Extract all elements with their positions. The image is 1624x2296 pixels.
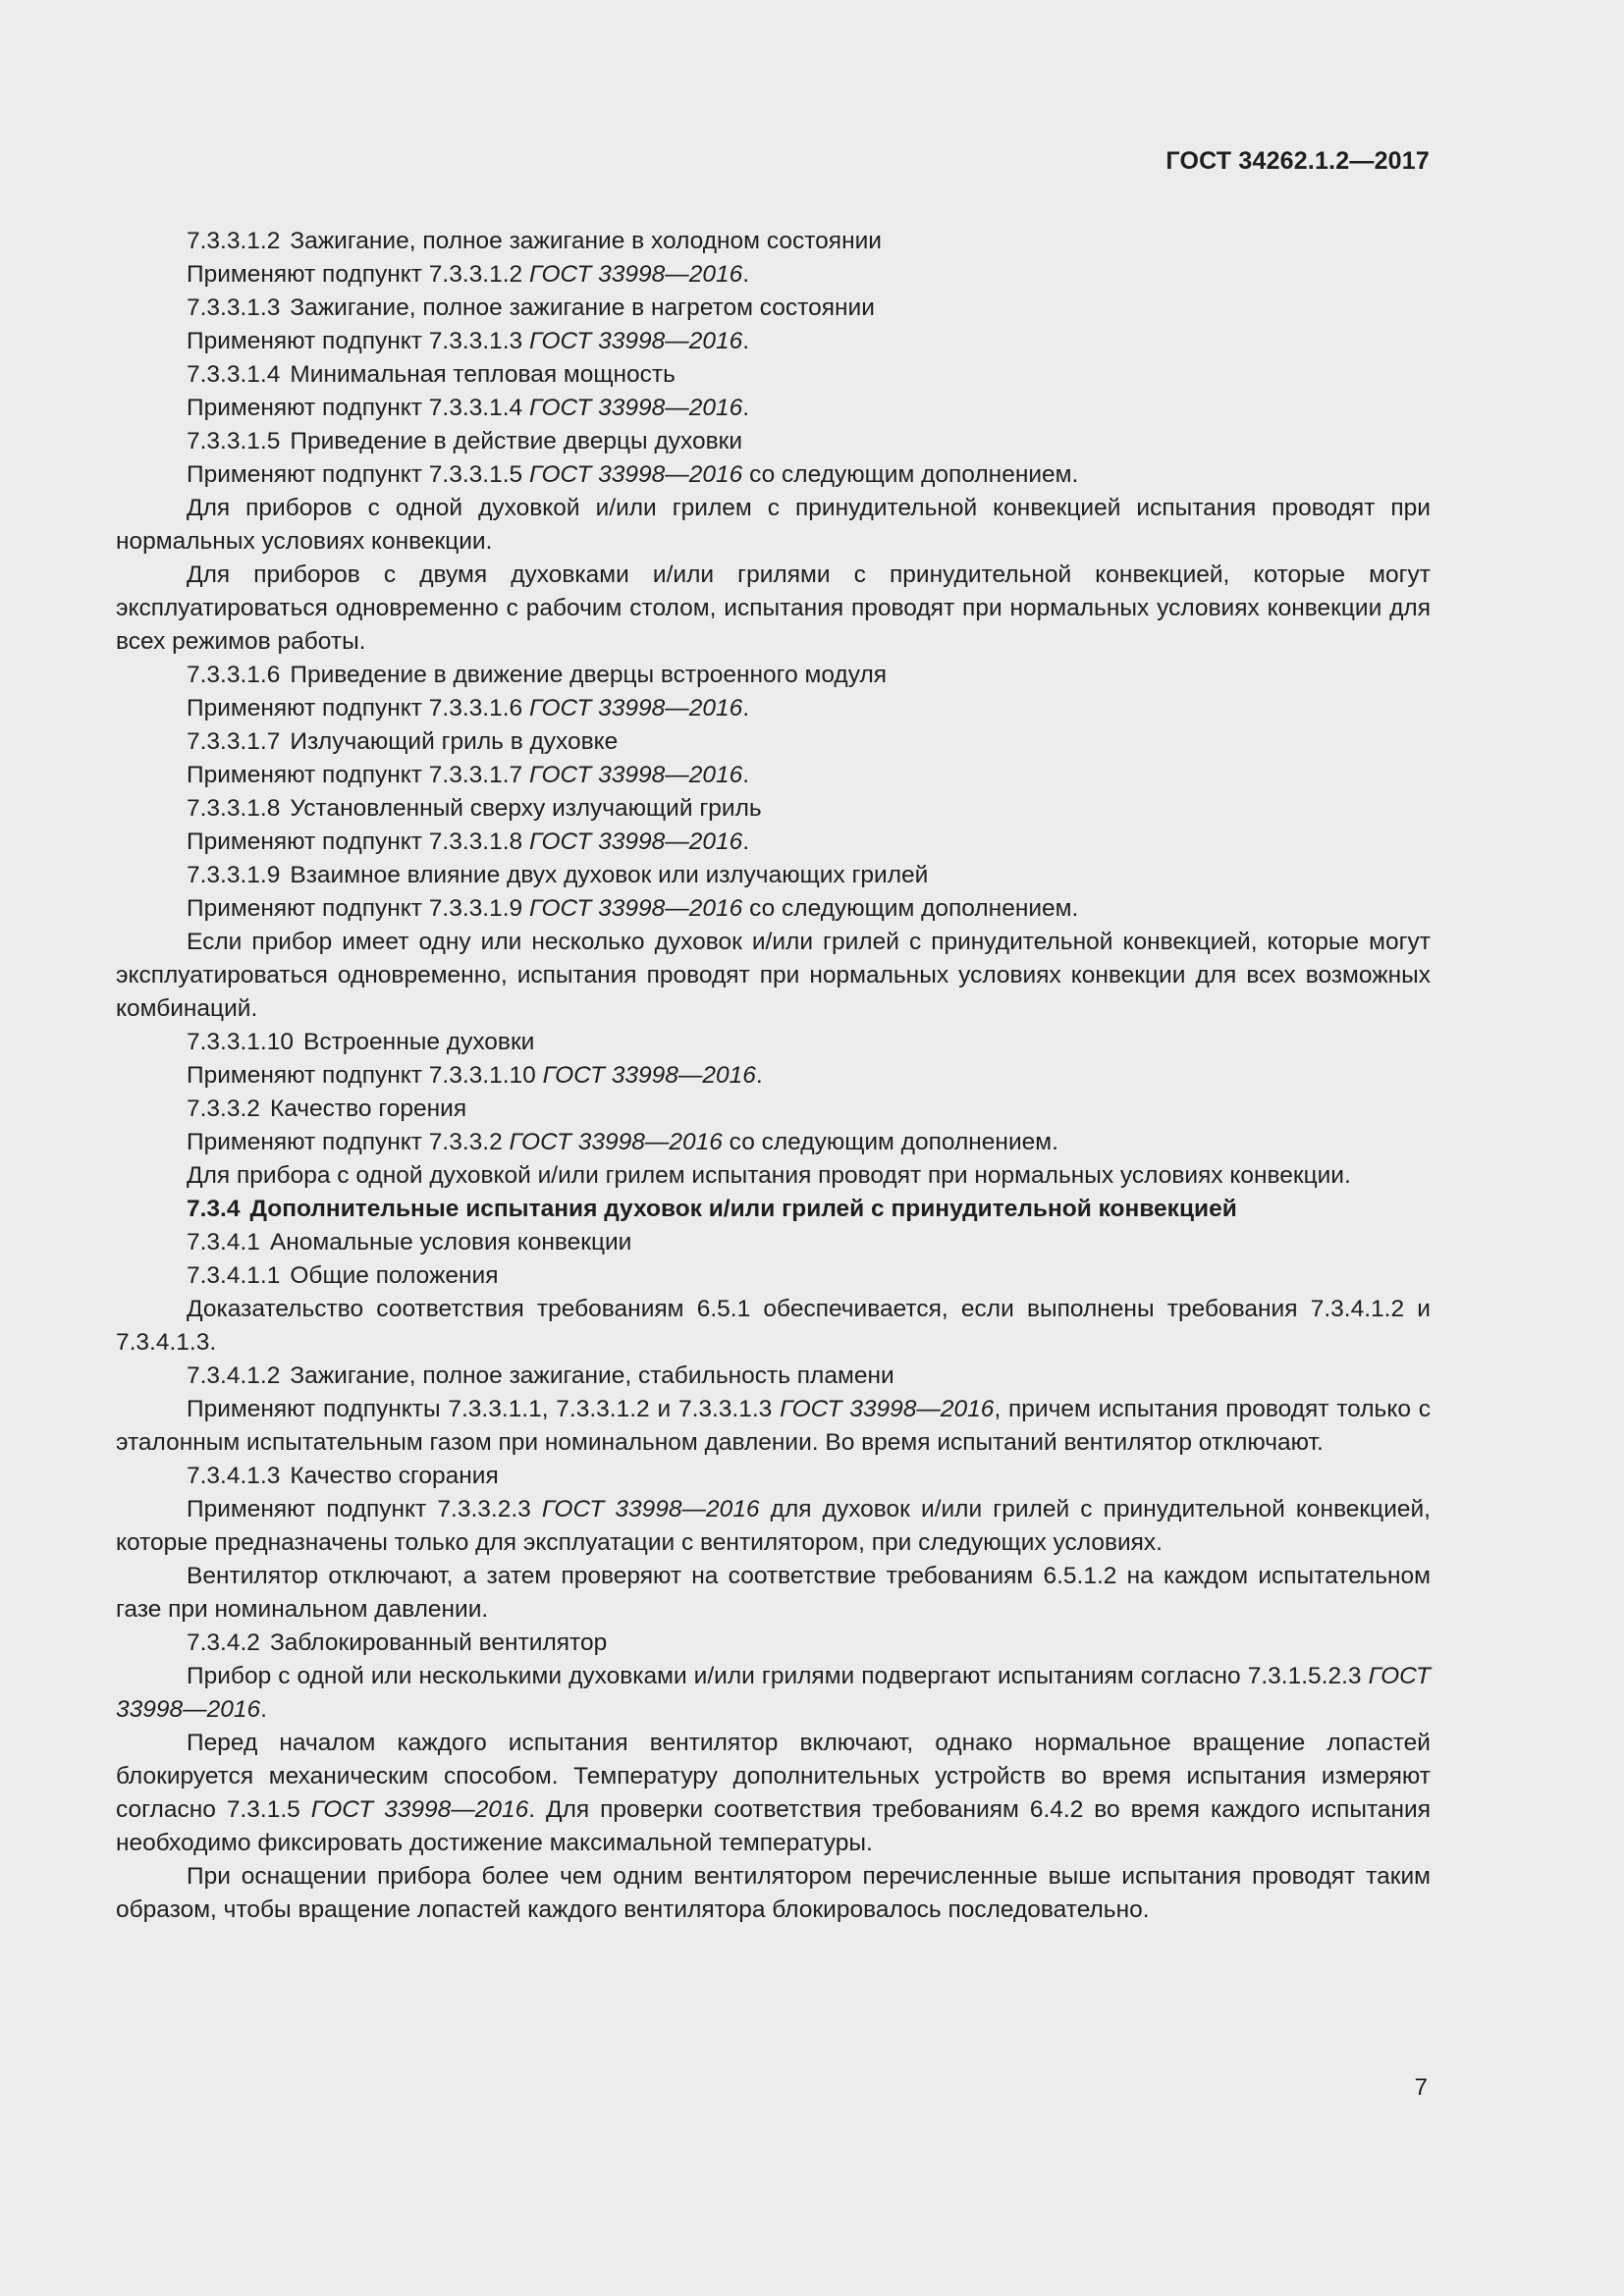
paragraph-text: , причем испытания проводят только с эталонным испытательным газом при номинальном давлении. Во время испытаний вентилятор отключают. bbox=[116, 1396, 1431, 1456]
section-number: 7.3.4.1 bbox=[187, 1229, 260, 1255]
subsection-heading bbox=[116, 725, 1431, 759]
paragraph-text: . bbox=[742, 261, 750, 288]
section-title: Зажигание, полное зажигание, стабильность пламени bbox=[290, 1362, 894, 1389]
section-title: Зажигание, полное зажигание в холодном состоянии bbox=[290, 228, 882, 254]
section-title: Излучающий гриль в духовке bbox=[290, 728, 619, 755]
paragraph-text: Применяют подпункт 7.3.3.1.10 bbox=[187, 1062, 543, 1089]
page-number: 7 bbox=[1414, 2074, 1428, 2101]
standard-reference: ГОСТ 33998—2016 bbox=[528, 895, 743, 922]
section-number: 7.3.3.2 bbox=[187, 1095, 260, 1122]
paragraph-text: Применяют подпункт 7.3.3.1.7 bbox=[187, 762, 529, 788]
section-title: Приведение в действие дверцы духовки bbox=[290, 428, 743, 454]
paragraph bbox=[116, 458, 1431, 492]
subsection-heading bbox=[116, 1226, 1431, 1259]
paragraph-text: Применяют подпункт 7.3.3.1.3 bbox=[187, 328, 529, 354]
standard-reference: ГОСТ 33998—2016 bbox=[509, 1129, 723, 1155]
section-title: Встроенные духовки bbox=[302, 1029, 535, 1055]
paragraph: Если прибор имеет одну или несколько духовок и/или грилей с принудительной конвекцией, которые могут эксплуатироваться одновременно, испытания проводят при нормальных условиях конвекции для всех возможных комбинаций. bbox=[116, 929, 1431, 1022]
paragraph-text: со следующим дополнением. bbox=[722, 1129, 1058, 1155]
standard-reference: ГОСТ 33998—2016 bbox=[542, 1062, 756, 1089]
subsection-heading bbox=[116, 425, 1431, 458]
section-number: 7.3.3.1.8 bbox=[187, 795, 281, 822]
document-header: ГОСТ 34262.1.2—2017 bbox=[1165, 147, 1430, 175]
section-title: Качество сгорания bbox=[290, 1463, 499, 1489]
section-title: Общие положения bbox=[290, 1262, 499, 1289]
document-body bbox=[116, 225, 1431, 1927]
paragraph: Для приборов с одной духовкой и/или грилем с принудительной конвекцией испытания проводят при нормальных условиях конвекции. bbox=[116, 495, 1431, 555]
paragraph-text: со следующим дополнением. bbox=[742, 461, 1079, 488]
standard-reference: ГОСТ 33998—2016 bbox=[528, 261, 743, 288]
subsection-heading bbox=[116, 859, 1431, 892]
section-number: 7.3.3.1.3 bbox=[187, 294, 281, 321]
paragraph bbox=[116, 1126, 1431, 1159]
paragraph-text: . bbox=[260, 1696, 267, 1723]
paragraph: Для приборов с двумя духовками и/или грилями с принудительной конвекцией, которые могут эксплуатироваться одновременно с рабочим столом, испытания проводят при нормальных условиях конвекции для всех режимов работы. bbox=[116, 561, 1431, 655]
paragraph bbox=[116, 1059, 1431, 1093]
paragraph-text: Перед началом каждого испытания вентилятор включают, однако нормальное вращение лопастей блокируется механическим способом. Температуру дополнительных устройств во время испытания измеряют согласно 7.3.1.5 bbox=[116, 1730, 1431, 1823]
section-number: 7.3.3.1.6 bbox=[187, 662, 281, 688]
section-number: 7.3.3.1.2 bbox=[187, 228, 281, 254]
subsection-heading bbox=[116, 358, 1431, 392]
standard-reference: ГОСТ 33998—2016 bbox=[310, 1796, 529, 1823]
paragraph: При оснащении прибора более чем одним вентилятором перечисленные выше испытания проводят таким образом, чтобы вращение лопастей каждого вентилятора блокировалось последовательно. bbox=[116, 1863, 1431, 1923]
paragraph-text: со следующим дополнением. bbox=[742, 895, 1079, 922]
standard-reference: ГОСТ 33998—2016 bbox=[541, 1496, 760, 1522]
section-number: 7.3.3.1.4 bbox=[187, 361, 281, 388]
paragraph-text: Применяют подпункт 7.3.3.1.9 bbox=[187, 895, 529, 922]
section-number: 7.3.4.1.3 bbox=[187, 1463, 281, 1489]
paragraph-text: . bbox=[755, 1062, 763, 1089]
section-title: Минимальная тепловая мощность bbox=[290, 361, 676, 388]
section-number: 7.3.4 bbox=[187, 1196, 241, 1222]
subsection-heading bbox=[116, 292, 1431, 325]
standard-reference: ГОСТ 33998—2016 bbox=[116, 1663, 1431, 1723]
section-title: Взаимное влияние двух духовок или излучающих грилей bbox=[290, 862, 929, 888]
paragraph-text: Применяют подпункт 7.3.3.1.6 bbox=[187, 695, 529, 721]
section-number: 7.3.3.1.5 bbox=[187, 428, 281, 454]
paragraph bbox=[116, 1660, 1431, 1727]
subsection-heading bbox=[116, 1093, 1431, 1126]
section-number: 7.3.4.1.1 bbox=[187, 1262, 281, 1289]
paragraph-text: . Для проверки соответствия требованиям 6.4.2 во время каждого испытания необходимо фиксировать достижение максимальной температуры. bbox=[116, 1796, 1431, 1856]
section-heading bbox=[116, 1193, 1431, 1226]
subsection-heading bbox=[116, 225, 1431, 258]
standard-reference: ГОСТ 33998—2016 bbox=[780, 1396, 995, 1422]
paragraph bbox=[116, 826, 1431, 859]
paragraph-text: . bbox=[742, 695, 750, 721]
subsection-heading bbox=[116, 1026, 1431, 1059]
paragraph-text: Применяют подпункт 7.3.3.1.2 bbox=[187, 261, 529, 288]
paragraph-text: Прибор с одной или несколькими духовками и/или грилями подвергают испытаниям согласно 7.3.1.5.2.3 bbox=[187, 1663, 1369, 1689]
paragraph-text: Применяют подпункт 7.3.3.2.3 bbox=[187, 1496, 542, 1522]
section-number: 7.3.4.2 bbox=[187, 1629, 260, 1656]
section-title: Дополнительные испытания духовок и/или грилей с принудительной конвекцией bbox=[249, 1196, 1237, 1222]
paragraph-text: . bbox=[742, 328, 750, 354]
paragraph: Доказательство соответствия требованиям 6.5.1 обеспечивается, если выполнены требования 7.3.4.1.2 и 7.3.4.1.3. bbox=[116, 1296, 1431, 1356]
standard-reference: ГОСТ 33998—2016 bbox=[528, 395, 743, 421]
paragraph-text: . bbox=[742, 395, 750, 421]
standard-reference: ГОСТ 33998—2016 bbox=[528, 762, 743, 788]
section-title: Зажигание, полное зажигание в нагретом состоянии bbox=[290, 294, 875, 321]
section-number: 7.3.3.1.9 bbox=[187, 862, 281, 888]
paragraph-text: для духовок и/или грилей с принудительной конвекцией, которые предназначены только для эксплуатации с вентилятором, при следующих условиях. bbox=[116, 1496, 1431, 1556]
subsection-heading bbox=[116, 1460, 1431, 1493]
paragraph: Вентилятор отключают, а затем проверяют на соответствие требованиям 6.5.1.2 на каждом испытательном газе при номинальном давлении. bbox=[116, 1563, 1431, 1623]
section-number: 7.3.4.1.2 bbox=[187, 1362, 281, 1389]
section-title: Приведение в движение дверцы встроенного модуля bbox=[290, 662, 888, 688]
section-title: Установленный сверху излучающий гриль bbox=[290, 795, 762, 822]
standard-reference: ГОСТ 33998—2016 bbox=[528, 328, 743, 354]
standard-reference: ГОСТ 33998—2016 bbox=[528, 695, 743, 721]
paragraph bbox=[116, 1493, 1431, 1560]
paragraph-text: . bbox=[742, 762, 750, 788]
paragraph-text: Применяют подпункт 7.3.3.2 bbox=[187, 1129, 510, 1155]
subsection-heading bbox=[116, 659, 1431, 692]
paragraph-text: Применяют подпункт 7.3.3.1.8 bbox=[187, 828, 529, 855]
subsection-heading bbox=[116, 1627, 1431, 1660]
standard-reference: ГОСТ 33998—2016 bbox=[528, 828, 743, 855]
paragraph bbox=[116, 325, 1431, 358]
section-title: Аномальные условия конвекции bbox=[269, 1229, 632, 1255]
paragraph bbox=[116, 1393, 1431, 1460]
standard-reference: ГОСТ 33998—2016 bbox=[528, 461, 743, 488]
paragraph bbox=[116, 692, 1431, 725]
paragraph bbox=[116, 392, 1431, 425]
section-number: 7.3.3.1.10 bbox=[187, 1029, 294, 1055]
paragraph: Для прибора с одной духовкой и/или грилем испытания проводят при нормальных условиях конвекции. bbox=[187, 1162, 1351, 1189]
paragraph bbox=[116, 892, 1431, 926]
paragraph bbox=[116, 258, 1431, 292]
paragraph-text: Применяют подпункты 7.3.3.1.1, 7.3.3.1.2 и 7.3.3.1.3 bbox=[187, 1396, 781, 1422]
subsection-heading bbox=[116, 1259, 1431, 1293]
paragraph bbox=[116, 1727, 1431, 1860]
section-number: 7.3.3.1.7 bbox=[187, 728, 281, 755]
subsection-heading bbox=[116, 792, 1431, 826]
subsection-heading bbox=[116, 1360, 1431, 1393]
section-title: Качество горения bbox=[269, 1095, 467, 1122]
section-title: Заблокированный вентилятор bbox=[269, 1629, 608, 1656]
paragraph-text: Применяют подпункт 7.3.3.1.5 bbox=[187, 461, 529, 488]
paragraph-text: . bbox=[742, 828, 750, 855]
paragraph-text: Применяют подпункт 7.3.3.1.4 bbox=[187, 395, 529, 421]
paragraph bbox=[116, 759, 1431, 792]
